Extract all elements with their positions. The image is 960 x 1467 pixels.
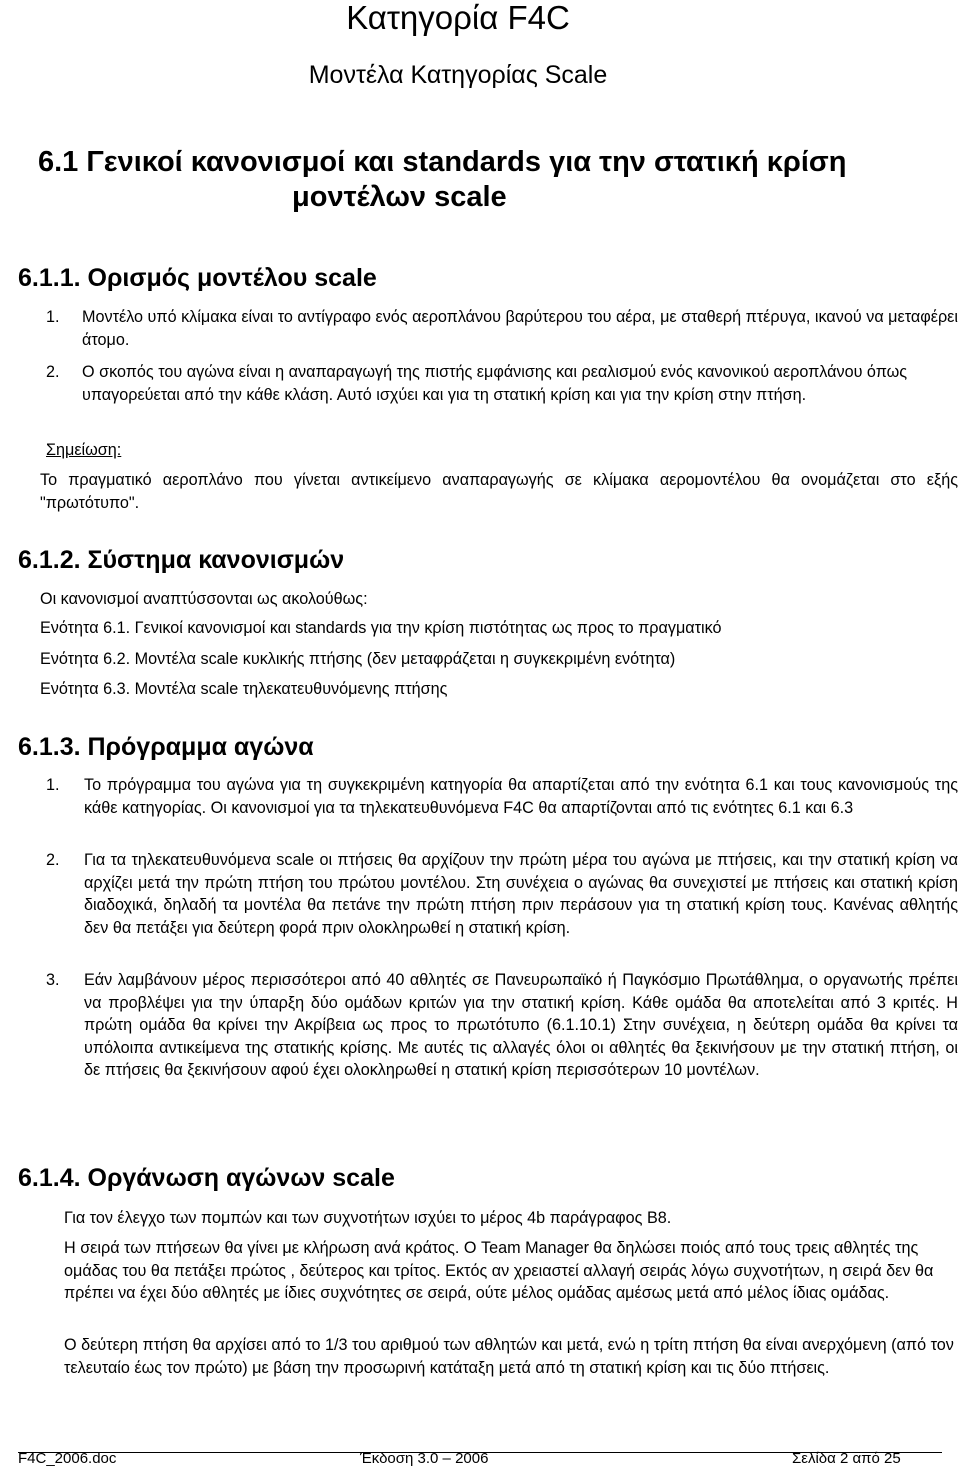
page-title: Κατηγορία F4C — [346, 0, 570, 36]
rules-line: Ενότητα 6.2. Μοντέλα scale κυκλικής πτήσης (δεν μεταφράζεται η συγκεκριμένη ενότητα) — [40, 650, 676, 668]
list-item-number: 1. — [46, 776, 60, 794]
paragraph: Η σειρά των πτήσεων θα γίνει με κλήρωση ανά κράτος. Ο Team Manager θα δηλώσει ποιός από τους τρεις αθλητές της ομάδας του θα πετάξει πρώτος , δεύτερος και τρίτος. Εκτός αν χρειαστεί αλλαγή σειράς λόγω συχνοτήτων, η σειρά δεν θα πρέπει να έχει δύο αθλητές με ίδιες συχνότητες σε σειρά, ούτε μέλος ομάδας αμέσως μετά από μέλος ίδιας ομάδας. — [64, 1239, 934, 1302]
list-item-number: 1. — [46, 308, 60, 326]
rules-intro: Οι κανονισμοί αναπτύσσονται ως ακολούθως: — [40, 590, 368, 608]
list-item-text: Το πρόγραμμα του αγώνα για τη συγκεκριμένη κατηγορία θα απαρτίζεται από την ενότητα 6.1 και τους κανονισμούς της κάθε κατηγορίας. Οι κανονισμοί για τα τηλεκατευθυνόμενα F4C θα απαρτίζονται από τις ενότητες 6.1 και 6.3 — [84, 776, 958, 817]
list-item-text: Ο σκοπός του αγώνα είναι η αναπαραγωγή της πιστής εμφάνισης και ρεαλισμού ενός κανονικού αεροπλάνου όπως υπαγορεύεται από την κάθε κλάση. Αυτό ισχύει και για τη στατική κρίση και για την κρίση στην πτήση. — [82, 363, 908, 404]
section-heading-line1: 6.1 Γενικοί κανονισμοί και standards για την στατική κρίση — [38, 146, 847, 178]
subsection-heading-613: 6.1.3. Πρόγραμμα αγώνα — [18, 733, 314, 761]
rules-line: Ενότητα 6.1. Γενικοί κανονισμοί και standards για την κρίση πιστότητας ως προς το πραγματικό — [40, 619, 722, 637]
footer-page: Σελίδα 2 από 25 — [792, 1450, 901, 1467]
list-item-text: Για τα τηλεκατευθυνόμενα scale οι πτήσεις θα αρχίζουν την πρώτη μέρα του αγώνα με πτήσεις, και την στατική κρίση να αρχίζει μετά την πρώτη πτήση του πρώτου μοντέλου. Στη συνέχεια ο αγώνας θα συνεχιστεί με πτήσεις και στατική κρίση διαδοχικά, δηλαδή τα μοντέλα θα πετάνε την πρώτη πτήση πριν περάσουν για τη στατική κρίση τους. Κανένας αθλητής δεν θα πετάξει για δεύτερη φορά πριν ολοκληρωθεί η στατική κρίση. — [84, 851, 958, 937]
note-label: Σημείωση: — [46, 441, 122, 459]
page-subtitle: Μοντέλα Κατηγορίας Scale — [308, 61, 608, 89]
subsection-heading-614: 6.1.4. Οργάνωση αγώνων scale — [18, 1164, 395, 1192]
list-item-text: Μοντέλο υπό κλίμακα είναι το αντίγραφο ενός αεροπλάνου βαρύτερου του αέρα, με σταθερή πτέρυγα, ικανού να μεταφέρει άτομο. — [82, 308, 958, 349]
note-text: Το πραγματικό αεροπλάνο που γίνεται αντικείμενο αναπαραγωγής σε κλίμακα αερομοντέλου θα ονομάζεται στο εξής "πρωτότυπο". — [40, 471, 958, 512]
section-heading-line2: μοντέλων scale — [292, 181, 507, 213]
footer-version: Έκδοση 3.0 – 2006 — [360, 1450, 489, 1467]
footer-file: F4C_2006.doc — [18, 1450, 117, 1467]
list-item-number: 2. — [46, 851, 60, 869]
subsection-heading-611: 6.1.1. Ορισμός μοντέλου scale — [18, 264, 377, 292]
list-item-number: 2. — [46, 363, 60, 381]
list-item-number: 3. — [46, 971, 60, 989]
paragraph: Ο δεύτερη πτήση θα αρχίσει από το 1/3 του αριθμού των αθλητών και μετά, ενώ η τρίτη πτήση θα είναι ανερχόμενη (από τον τελευταίο έως τον πρώτο) με βάση την προσωρινή κατάταξη μετά από τη στατική κρίση και τις δύο πτήσεις. — [64, 1336, 954, 1377]
rules-line: Ενότητα 6.3. Μοντέλα scale τηλεκατευθυνόμενης πτήσης — [40, 680, 448, 698]
subsection-heading-612: 6.1.2. Σύστημα κανονισμών — [18, 546, 345, 574]
paragraph: Για τον έλεγχο των πομπών και των συχνοτήτων ισχύει το μέρος 4b παράγραφος B8. — [64, 1209, 672, 1227]
list-item-text: Εάν λαμβάνουν μέρος περισσότεροι από 40 αθλητές σε Πανευρωπαϊκό ή Παγκόσμιο Πρωτάθλημα, ο οργανωτής πρέπει να προβλέψει για την ύπαρξη δύο ομάδων κριτών για την στατική κρίση. Κάθε ομάδα θα αποτελείται από 3 κριτές. Η πρώτη ομάδα θα κρίνει την Ακρίβεια ως προς το πρωτότυπο (6.1.10.1) Στην συνέχεια, η δεύτερη ομάδα θα κρίνει τα υπόλοιπα αντικείμενα της στατικής κρίσης. Με αυτές τις αλλαγές όλοι οι αθλητές θα ξεκινήσουν με την στατική πτήση, οι δε πτήσεις θα ξεκινήσουν αφού έχει ολοκληρωθεί η στατική κρίση περισσότερων 10 μοντέλων. — [84, 971, 958, 1079]
